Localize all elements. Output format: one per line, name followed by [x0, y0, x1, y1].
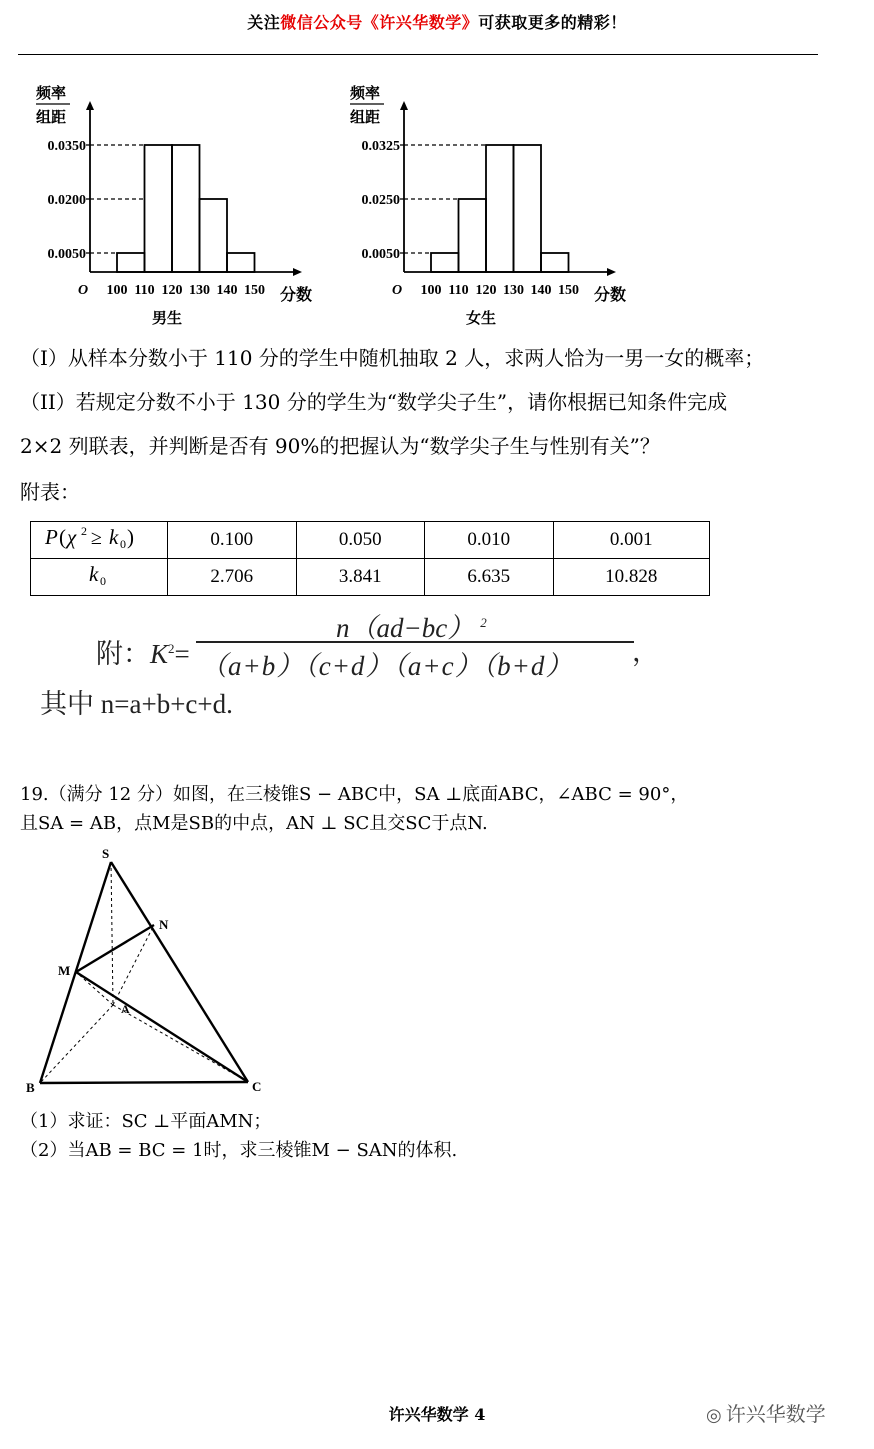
- edge-SC: [111, 862, 248, 1082]
- question-2-line1: （II）若规定分数不小于 130 分的学生为“数学尖子生”，请你根据已知条件完成: [20, 390, 728, 414]
- x-axis-arrow: [293, 268, 302, 276]
- x-tick-label: 140: [216, 283, 238, 298]
- prob-table: [30, 521, 710, 596]
- y-tick-label: 0.0200: [47, 193, 86, 208]
- histogram-bar: [431, 253, 459, 272]
- x-axis-arrow: [607, 268, 616, 276]
- label-N: N: [159, 917, 169, 932]
- table-cell: 2.706: [168, 559, 297, 596]
- svg-text:P: P: [45, 525, 58, 549]
- origin-label: O: [392, 283, 403, 298]
- y-axis-arrow: [86, 101, 94, 110]
- y-tick-label: 0.0050: [361, 247, 400, 262]
- x-tick-label: 150: [244, 283, 265, 298]
- y-label-top: 频率: [350, 86, 381, 102]
- fraction-bar: [196, 641, 634, 643]
- y-label-top: 频率: [36, 86, 67, 102]
- page-footer: 许兴华数学 4: [388, 1405, 486, 1424]
- table-cell: 6.635: [425, 559, 554, 596]
- y-label-bottom: 组距: [36, 110, 67, 126]
- histogram-bar: [172, 145, 200, 272]
- y-tick-label: 0.0350: [47, 139, 86, 154]
- row2-header: [31, 559, 168, 596]
- edge-AM: [76, 972, 113, 1005]
- svg-text:k: k: [89, 562, 99, 586]
- histogram-bar: [459, 199, 487, 272]
- pyramid-figure: [20, 845, 280, 1095]
- x-tick-label: 110: [448, 283, 469, 298]
- x-tick-label: 150: [558, 283, 579, 298]
- y-label-bottom: 组距: [350, 110, 381, 126]
- svg-text:0: 0: [120, 537, 126, 551]
- edge-AC: [113, 1005, 248, 1082]
- watermark: [706, 1398, 826, 1427]
- formula-lead: 附：$K^2=$: [96, 639, 190, 669]
- header-banner: [0, 10, 874, 33]
- question-1: （I）从样本分数小于 110 分的学生中随机抽取 2 人，求两人恰为一男一女的概率；: [20, 346, 765, 370]
- label-C: C: [252, 1079, 262, 1094]
- formula-numerator: [336, 606, 487, 645]
- table-cell: 10.828: [553, 559, 709, 596]
- edge-BC: [40, 1082, 248, 1083]
- histogram-bar: [486, 145, 514, 272]
- problem19-line2: 且SA = AB，点M是SB的中点，AN ⊥ SC且交SC于点N.: [20, 813, 488, 834]
- edge-SA: [111, 862, 113, 1005]
- y-tick-label: 0.0325: [361, 139, 400, 154]
- svg-text:2: 2: [81, 524, 87, 538]
- label-A: A: [121, 1002, 130, 1016]
- x-tick-label: 100: [106, 283, 128, 298]
- x-tick-label: 120: [475, 283, 497, 298]
- histogram-bar: [145, 145, 173, 272]
- appendix-label: 附表：: [20, 480, 80, 504]
- label-M: M: [58, 963, 71, 978]
- x-tick-label: 140: [530, 283, 552, 298]
- svg-text:k: k: [109, 525, 119, 549]
- formula-tail: ，: [632, 637, 659, 667]
- svg-text:): ): [127, 525, 134, 549]
- numerator-text: n（ad−bc）: [336, 613, 475, 643]
- histogram-bar: [117, 253, 145, 272]
- svg-text:(: (: [59, 525, 66, 549]
- banner-suffix: 可获取更多的精彩！: [478, 13, 627, 32]
- x-tick-label: 120: [161, 283, 183, 298]
- svg-text:0: 0: [100, 574, 106, 588]
- x-tick-label: 110: [134, 283, 155, 298]
- formula-where: 其中 n=a+b+c+d.: [40, 689, 233, 719]
- table-row: [31, 522, 710, 559]
- edge-MC: [76, 972, 248, 1082]
- row1-header: [31, 522, 168, 559]
- histogram-female: [350, 84, 626, 327]
- formula-denominator: （a+b）（c+d）（a+c）（b+d）: [200, 651, 574, 681]
- table-cell: 3.841: [296, 559, 425, 596]
- origin-label: O: [78, 283, 89, 298]
- table-row: [31, 559, 710, 596]
- edge-SB: [40, 862, 111, 1083]
- formula-lead-text: 附：: [96, 639, 150, 669]
- x-axis-label: 分数: [280, 287, 313, 304]
- table-cell: 0.100: [168, 522, 297, 559]
- y-tick-label: 0.0050: [47, 247, 86, 262]
- numerator-exp: 2: [480, 615, 487, 630]
- watermark-text: 许兴华数学: [725, 1402, 826, 1426]
- problem19-line1: 19.（满分 12 分）如图，在三棱锥S − ABC中，SA ⊥底面ABC，∠ABC = 90°，: [20, 784, 689, 805]
- histogram-title: 女生: [465, 311, 497, 327]
- x-axis-label: 分数: [594, 287, 627, 304]
- label-S: S: [102, 846, 110, 861]
- histogram-bar: [514, 145, 542, 272]
- histogram-male: [36, 84, 312, 327]
- p-chi-label: [39, 522, 159, 552]
- header-rule: [18, 54, 818, 55]
- label-B: B: [26, 1080, 35, 1095]
- histogram-title: 男生: [151, 311, 183, 327]
- histogram-bar: [227, 253, 255, 272]
- y-axis-arrow: [400, 101, 408, 110]
- wechat-icon: ◎: [706, 1405, 722, 1426]
- table-cell: 0.010: [425, 522, 554, 559]
- problem19-part2: （2）当AB = BC = 1时，求三棱锥M − SAN的体积.: [20, 1140, 458, 1161]
- x-tick-label: 130: [189, 283, 210, 298]
- histogram-bar: [541, 253, 569, 272]
- table-cell: 0.001: [553, 522, 709, 559]
- table-cell: 0.050: [296, 522, 425, 559]
- problem19-part1: （1）求证：SC ⊥平面AMN；: [20, 1111, 272, 1132]
- y-tick-label: 0.0250: [361, 193, 400, 208]
- k0-label: [69, 559, 129, 589]
- histogram-bar: [200, 199, 228, 272]
- banner-highlight: 微信公众号《许兴华数学》: [280, 13, 479, 32]
- edge-AB: [40, 1005, 113, 1083]
- x-tick-label: 130: [503, 283, 524, 298]
- x-tick-label: 100: [420, 283, 442, 298]
- svg-text:χ: χ: [67, 525, 77, 549]
- svg-text:≥: ≥: [91, 527, 102, 549]
- question-2-line2: 2×2 列联表，并判断是否有 90%的把握认为“数学尖子生与性别有关”？: [20, 434, 660, 458]
- histograms: [0, 70, 874, 340]
- banner-prefix: 关注: [247, 13, 281, 32]
